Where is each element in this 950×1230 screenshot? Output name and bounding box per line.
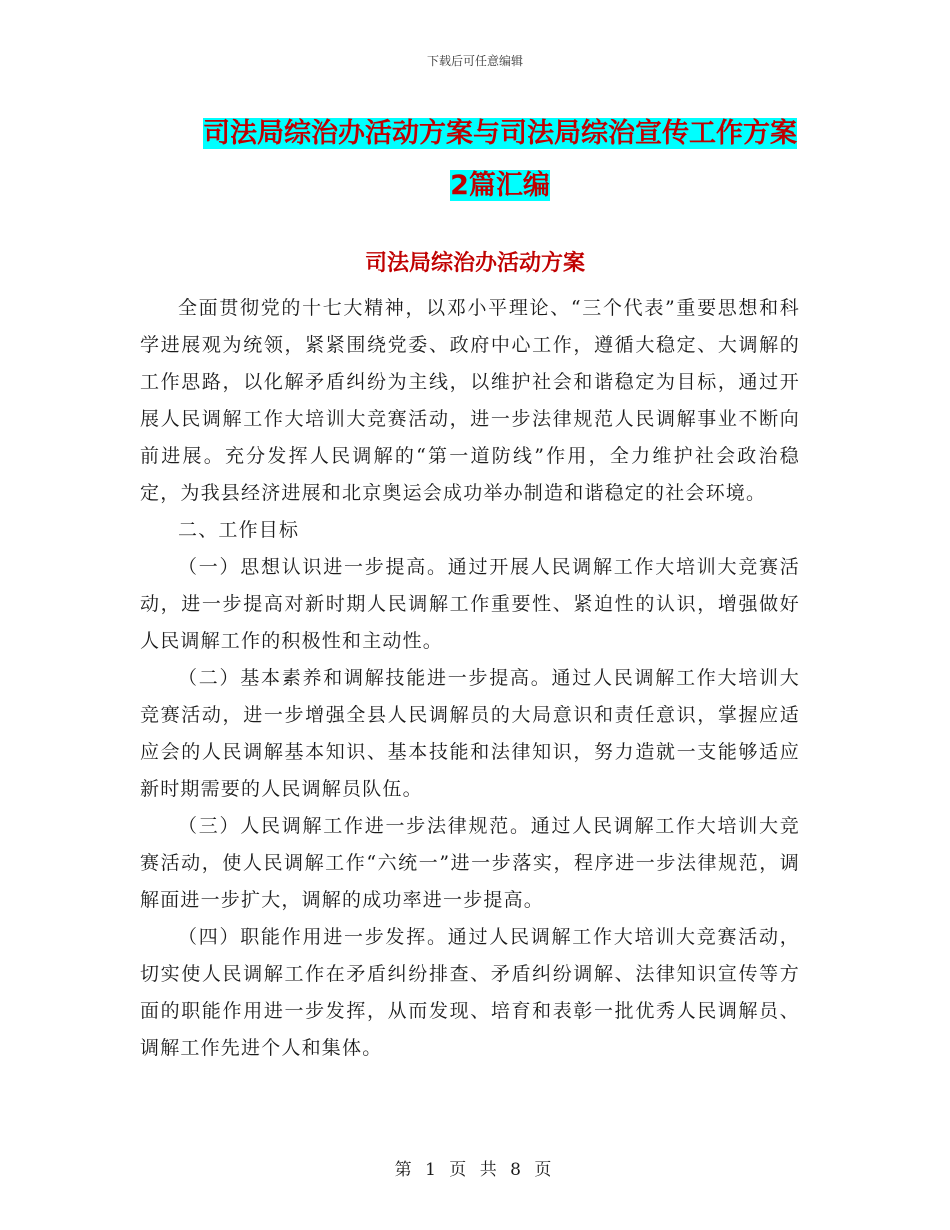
document-body <box>140 290 800 1067</box>
paragraph: （二）基本素养和调解技能进一步提高。通过人民调解工作大培训大竞赛活动，进一步增强全县人民调解员的大局意识和责任意识，掌握应适应会的人民调解基本知识、基本技能和法律知识，努力造就一支能够适应新时期需要的人民调解员队伍。 <box>140 667 800 800</box>
paragraph: 二、工作目标 <box>178 519 300 541</box>
paragraph: （三）人民调解工作进一步法律规范。通过人民调解工作大培训大竞赛活动，使人民调解工作“六统一”进一步落实，程序进一步法律规范，调解面进一步扩大，调解的成功率进一步提高。 <box>140 815 800 911</box>
paragraph: （四）职能作用进一步发挥。通过人民调解工作大培训大竞赛活动，切实使人民调解工作在矛盾纠纷排查、矛盾纠纷调解、法律知识宣传等方面的职能作用进一步发挥，从而发现、培育和表彰一批优秀人民调解员、调解工作先进个人和集体。 <box>140 926 800 1059</box>
document-title-text: 司法局综治办活动方案与司法局综治宣传工作方案2篇汇编 <box>203 118 797 201</box>
header-note: 下载后可任意编辑 <box>426 54 523 68</box>
paragraph: （一）思想认识进一步提高。通过开展人民调解工作大培训大竞赛活动，进一步提高对新时期人民调解工作重要性、紧迫性的认识，增强做好人民调解工作的积极性和主动性。 <box>140 556 800 652</box>
document-title <box>200 108 800 212</box>
section-title: 司法局综治办活动方案 <box>364 251 585 276</box>
paragraph: 全面贯彻党的十七大精神，以邓小平理论、“三个代表”重要思想和科学进展观为统领，紧紧围绕党委、政府中心工作，遵循大稳定、大调解的工作思路，以化解矛盾纠纷为主线，以维护社会和谐稳定为目标，通过开展人民调解工作大培训大竞赛活动，进一步法律规范人民调解事业不断向前进展。充分发挥人民调解的“第一道防线”作用，全力维护社会政治稳定，为我县经济进展和北京奥运会成功举办制造和谐稳定的社会环境。 <box>140 297 800 504</box>
page-footer: 第 1 页 共 8 页 <box>394 1160 556 1180</box>
